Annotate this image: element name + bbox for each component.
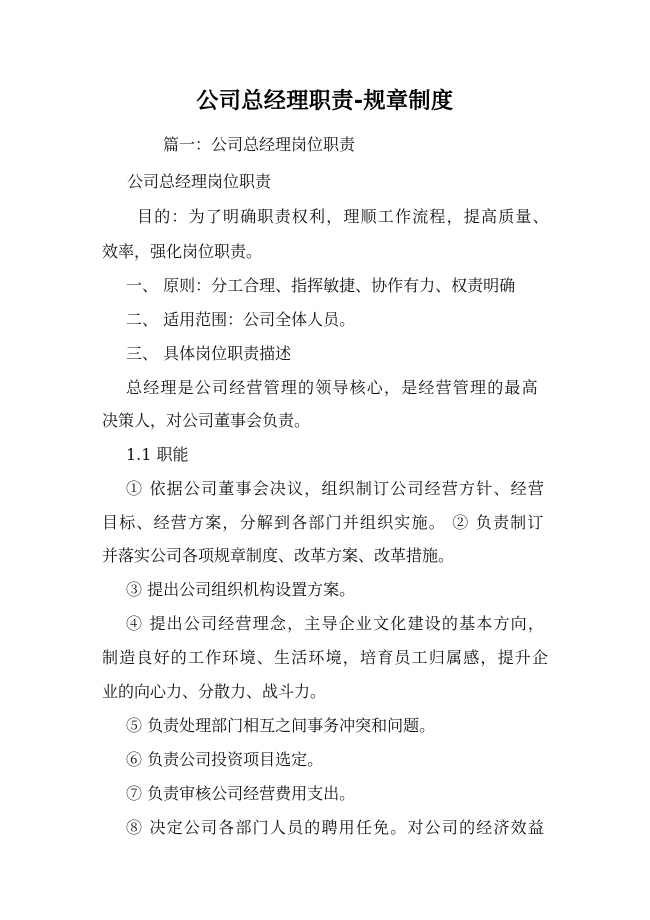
paragraph-line: ⑧ 决定公司各部门人员的聘用任免。对公司的经济效益 — [126, 818, 546, 837]
paragraph-line: ⑦ 负责审核公司经营费用支出。 — [126, 784, 356, 803]
paragraph-line: 并落实公司各项规章制度、改革方案、改革措施。 — [102, 546, 455, 565]
section-heading: 公司总经理岗位职责 — [127, 172, 272, 191]
paragraph-line: 效率，强化岗位职责。 — [102, 242, 263, 261]
paragraph-line: 目标、经营方案，分解到各部门并组织实施。 ② 负责制订 — [102, 513, 545, 532]
paragraph-line: ① 依据公司董事会决议，组织制订公司经营方针、经营 — [126, 479, 546, 498]
paragraph-line: 总经理是公司经营管理的领导核心，是经营管理的最高 — [126, 378, 539, 397]
paragraph-line: 1.1 职能 — [126, 445, 189, 464]
paragraph-line: 一、 原则：分工合理、指挥敏捷、协作有力、权责明确 — [126, 276, 516, 295]
paragraph-line: 制造良好的工作环境、生活环境，培育员工归属感，提升企 — [102, 648, 550, 667]
paragraph-line: 决策人，对公司董事会负责。 — [102, 411, 311, 430]
paragraph-line: 二、 适用范围：公司全体人员。 — [126, 310, 356, 329]
paragraph-line: ③ 提出公司组织机构设置方案。 — [126, 580, 356, 599]
paragraph-line: 三、 具体岗位职责描述 — [126, 344, 292, 363]
paragraph-line: ⑤ 负责处理部门相互之间事务冲突和问题。 — [126, 716, 436, 735]
paragraph-line: ⑥ 负责公司投资项目选定。 — [126, 750, 324, 769]
document-title: 公司总经理职责-规章制度 — [196, 89, 454, 114]
paragraph-line: ④ 提出公司经营理念，主导企业文化建设的基本方向， — [126, 614, 546, 633]
document-subtitle: 篇一：公司总经理岗位职责 — [163, 135, 356, 154]
paragraph-line: 目的：为了明确职责权利，理顺工作流程，提高质量、 — [137, 207, 550, 226]
paragraph-line: 业的向心力、分散力、战斗力。 — [102, 682, 327, 701]
